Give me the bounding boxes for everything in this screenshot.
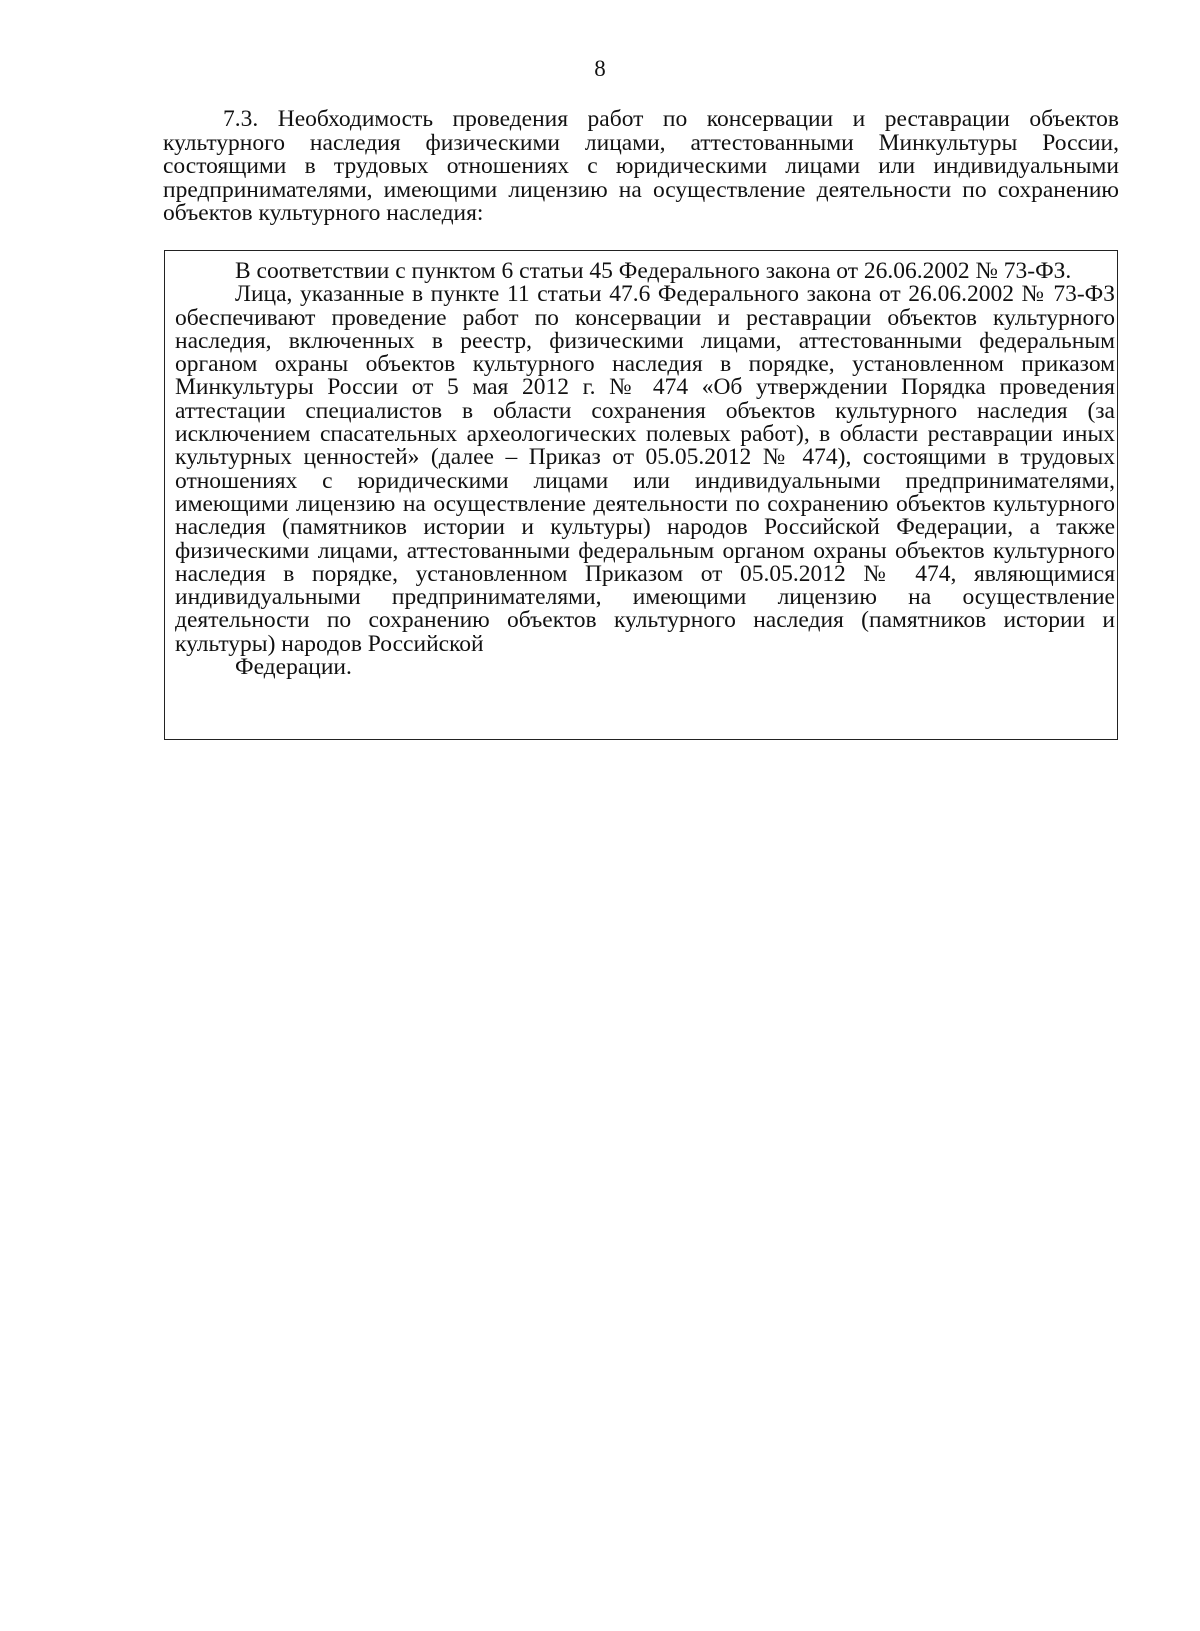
legal-basis-paragraph-2: Лица, указанные в пункте 11 статьи 47.6 Федерального закона от 26.06.2002 № 73-ФЗ обеспечивают проведение работ по консервации и реставрации объектов культурного наследия, включенных в реестр, физическими лицами, аттестованными федеральным органом охраны объектов культурного наследия в порядке, установленном приказом Минкультуры России от 5 мая 2012 г. № 474 «Об утверждении Порядка проведения аттестации специалистов в области сохранения объектов культурного наследия (за исключением спасательных археологических полевых работ), в области реставрации иных культурных ценностей» (далее – Приказ от 05.05.2012 № 474), состоящими в трудовых отношениях с юридическими лицами или индивидуальными предпринимателями, имеющими лицензию на осуществление деятельности по сохранению объектов культурного наследия (памятников истории и культуры) народов Российской Федерации, а также физическими лицами, аттестованными федеральным органом охраны объектов культурного наследия в порядке, установленном Приказом от 05.05.2012 № 474, являющимися индивидуальными предпринимателями, имеющими лицензию на осуществление деятельности по сохранению объектов культурного наследия (памятников истории и культуры) народов Российской (175, 281, 1115, 657)
legal-basis-box (164, 250, 1118, 740)
legal-basis-paragraph-3: Федерации. (235, 654, 352, 681)
page-number: 8 (594, 56, 606, 81)
section-7-3-text: 7.3. Необходимость проведения работ по консервации и реставрации объектов культурного наследия физическими лицами, аттестованными Минкультуры России, состоящими в трудовых отношениях с юридическими лицами или индивидуальными предпринимателями, имеющими лицензию на осуществление деятельности по сохранению объектов культурного наследия: (163, 106, 1119, 226)
legal-basis-paragraph-1: В соответствии с пунктом 6 статьи 45 Федерального закона от 26.06.2002 № 73-ФЗ. (235, 258, 1072, 284)
legal-basis-content (175, 260, 1115, 679)
